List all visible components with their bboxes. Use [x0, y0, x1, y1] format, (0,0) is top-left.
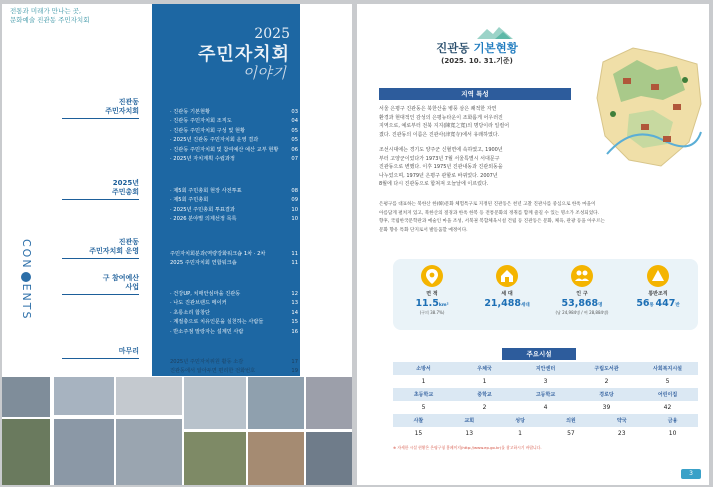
- stat-organization: [621, 265, 695, 310]
- table-row: [393, 375, 698, 388]
- intro-line: 전통과 미래가 만나는 곳,: [10, 7, 82, 15]
- title-highlight: 기본현황: [473, 41, 518, 55]
- stat-population: [545, 265, 619, 316]
- title-plain: 진관동: [436, 41, 474, 55]
- toc-item-page: 10: [291, 216, 298, 223]
- toc-item[interactable]: [170, 127, 298, 136]
- table-header-cell: 경로당: [576, 388, 637, 401]
- toc-item-label: · 나도 진관브랜드 메이커: [170, 300, 227, 307]
- triangle-icon: [647, 265, 669, 287]
- divider: [62, 358, 139, 359]
- stat-unit: 세대: [520, 303, 530, 308]
- divider: [62, 199, 139, 200]
- table-header-cell: 교회: [444, 414, 495, 427]
- toc-item-label: · 건강UP, 치매안심마을 진관동: [170, 291, 241, 297]
- toc-item[interactable]: [170, 136, 298, 145]
- text-line: 향후, 국립한국문학관과 예술인 마을 조성, 서북권 복합체육시설 건립 등 진관동은 문화, 체육, 관광 등을 아우르는: [379, 219, 605, 225]
- section-head-line: 진관동: [118, 238, 139, 246]
- text-line: 지역으로, 예로부터 전북 지지(陳寬之寬)의 명당이라 일컬어: [379, 123, 510, 130]
- map-pin-icon: [421, 265, 443, 287]
- toc-item-page: 11: [291, 260, 298, 267]
- section-head-line: 구 참여예산: [102, 274, 139, 282]
- toc-item-page: 08: [291, 188, 298, 194]
- photo: [248, 432, 304, 485]
- toc-item-page: 17: [291, 359, 298, 365]
- toc-item[interactable]: [170, 259, 298, 268]
- text-line: 은평구를 대표하는 북한산 한(韓)문화 체험특구로 지정된 진관동은 천년 고찰 진관사를 중심으로 한옥 마을이: [379, 202, 596, 207]
- text-line: 졌다. 진관동의 이름은 진관사(津寬寺)에서 유래하였다.: [379, 131, 500, 138]
- page-number: 3: [681, 469, 701, 479]
- toc-group: [170, 290, 298, 337]
- toc-item[interactable]: [170, 196, 298, 205]
- table-header-cell: 사회복지시설: [637, 362, 698, 375]
- toc-item-page: 05: [291, 127, 298, 134]
- photo: [184, 432, 246, 485]
- stat-households: [470, 265, 544, 310]
- panel-title: 주민자치회: [198, 44, 290, 65]
- toc-item-label: 주민자치회분과(역량강화워크숍 1차 · 2차: [170, 251, 266, 257]
- toc-item[interactable]: [170, 290, 298, 299]
- toc-item-label: 2025 주민자치회 연합워크숍: [170, 260, 237, 267]
- photo-collage: [2, 377, 352, 485]
- stat-number: 447: [655, 298, 676, 309]
- section-head-closing: [62, 347, 139, 356]
- table-header-row: [393, 414, 698, 427]
- text-line: 8월에 다시 진관동으로 합쳐져 오늘날에 이르렀다.: [379, 181, 489, 188]
- toc-item-page: 04: [291, 118, 298, 125]
- table-cell: 39: [602, 404, 611, 411]
- photo: [116, 377, 182, 415]
- toc-item-page: 19: [291, 368, 298, 375]
- toc-item-page: 12: [291, 291, 298, 297]
- toc-item[interactable]: [170, 117, 298, 126]
- stat-unit: km²: [438, 303, 449, 308]
- stat-note: (남 24,984명 / 여 28,884명): [555, 310, 609, 315]
- toc-item[interactable]: [170, 146, 298, 155]
- stat-label: 인 구: [576, 291, 588, 297]
- text-line: 부터 고양군이었다가 1973년 7월 서울특별시 서대문구: [379, 155, 500, 162]
- table-header-cell: 지안센터: [515, 362, 576, 375]
- intro-line: 문화예술 진관동 주민자치회: [10, 16, 90, 24]
- table-header-cell: 금융: [647, 414, 698, 427]
- toc-item-page: 10: [291, 206, 298, 213]
- toc-item-page: 13: [291, 300, 298, 307]
- table-cell: 2: [482, 404, 487, 411]
- photo: [248, 377, 304, 429]
- toc-item[interactable]: [170, 250, 298, 259]
- table-cell: 4: [543, 404, 548, 411]
- stat-unit: 통: [649, 303, 656, 308]
- section-head-autonomy: [62, 98, 139, 116]
- stat-number: 21,488: [484, 298, 521, 309]
- toc-item[interactable]: [170, 206, 298, 215]
- table-header-cell: 소방서: [393, 362, 454, 375]
- divider: [62, 118, 139, 119]
- table-cell: 10: [668, 430, 677, 437]
- stat-label: 통반조직: [648, 291, 668, 297]
- facilities-title: 주요시설: [502, 348, 576, 360]
- toc-group: [170, 358, 298, 377]
- table-cell: 3: [543, 378, 548, 385]
- stat-label: 면 적: [426, 291, 438, 297]
- section-head-budget: [62, 274, 139, 292]
- contents-dot-icon: [21, 272, 31, 282]
- toc-group: [170, 108, 298, 164]
- paragraph: [379, 201, 701, 235]
- toc-item-label: · 진관동 주민자치회 구성 및 현황: [170, 127, 246, 134]
- table-header-row: [393, 388, 698, 401]
- section-header-regional: 지역 특성: [379, 88, 571, 100]
- photo: [54, 377, 114, 415]
- table-header-cell: 초등학교: [393, 388, 454, 401]
- toc-item[interactable]: [170, 358, 298, 367]
- toc-item-label: · 2025년 자치계획 수립과정: [170, 156, 235, 163]
- stats-panel: [393, 259, 698, 330]
- table-header-row: [393, 362, 698, 375]
- section-head-operation: [62, 238, 139, 256]
- table-cell: 13: [465, 430, 474, 437]
- text-line: 문화 향유 특화 단지로서 발돋움할 예정이다.: [379, 227, 468, 233]
- toc-item-page: 07: [291, 156, 298, 163]
- toc-item-label: · 계절충으로 치유인문을 실천하는 사람들: [170, 319, 264, 326]
- toc-item[interactable]: [170, 108, 298, 117]
- toc-item[interactable]: [170, 187, 298, 196]
- stat-value: [621, 298, 695, 309]
- stat-area: [395, 265, 469, 316]
- section-head-line: 마무리: [118, 347, 139, 355]
- toc-item-label: · 반소주점 말랑자는 설계민 사람: [170, 328, 244, 335]
- photo: [54, 419, 114, 485]
- table-cell: 5: [421, 404, 426, 411]
- photo: [2, 419, 50, 485]
- contents-page: [2, 4, 352, 485]
- toc-item-page: 06: [291, 146, 298, 153]
- district-map-icon: [593, 44, 705, 172]
- toc-item-label: · 2025년 주민총회 투표결과: [170, 206, 235, 213]
- toc-item[interactable]: [170, 328, 298, 337]
- footnote: ※ 자세한 시설 현황은 은평구청 홈페이지(http://www.ep.go.kr)를 참고하시기 바랍니다.: [393, 445, 542, 450]
- table-cell: 2: [604, 378, 609, 385]
- toc-item-page: 15: [291, 319, 298, 326]
- table-cell: 1: [421, 378, 426, 385]
- toc-item[interactable]: [170, 318, 298, 327]
- table-header-cell: 성당: [495, 414, 546, 427]
- table-cell: 1: [482, 378, 487, 385]
- section-head-line: 사업: [125, 283, 139, 291]
- table-row: [393, 427, 698, 440]
- table-cell: 42: [663, 404, 672, 411]
- toc-item[interactable]: [170, 367, 298, 376]
- toc-item-label: · 2025년 진관동 주민자치회 운영 결과: [170, 137, 259, 144]
- toc-group: [170, 250, 298, 269]
- divider: [62, 294, 139, 295]
- toc-item-label: · 진관동 주민자치회 및 참여예산 예산 교부 현황: [170, 146, 279, 153]
- contents-vertical-label: [20, 239, 33, 320]
- toc-item-label: · 제5회 주민총회 현장 사전투표: [170, 188, 242, 194]
- toc-item-page: 03: [291, 109, 298, 115]
- facilities-table: [393, 362, 698, 440]
- toc-item[interactable]: [170, 299, 298, 308]
- table-cell: 57: [567, 430, 575, 437]
- stat-unit: 반: [675, 303, 680, 308]
- toc-item[interactable]: [170, 215, 298, 224]
- toc-item-label: 2025년 주민자치위원 활동 소감: [170, 359, 244, 365]
- toc-group: [170, 187, 298, 225]
- toc-item[interactable]: [170, 309, 298, 318]
- text-line: 서울 은평구 진관동은 북한산을 병풍 삼은 쾌적한 자연: [379, 106, 497, 112]
- table-header-cell: 사찰: [393, 414, 444, 427]
- stat-value: [470, 298, 544, 309]
- panel-year: 2025: [254, 26, 290, 42]
- section-head-line: 주민자치회 운영: [89, 247, 139, 255]
- toc-item-page: 14: [291, 309, 298, 316]
- photo: [184, 377, 246, 429]
- section-head-line: 진관동: [118, 98, 139, 106]
- text-line: 환경과 현대적인 감성의 은평뉴타운이 조화롭게 어우러진: [379, 114, 503, 121]
- photo: [2, 377, 50, 417]
- paragraph: [379, 105, 579, 139]
- stat-unit: 명: [598, 303, 603, 308]
- toc-item-label: · 진관동 주민자치회 조직도: [170, 118, 232, 125]
- toc-item-label: · 2026 분야별 의제선정 목록: [170, 216, 237, 223]
- table-cell: 1: [518, 430, 522, 437]
- table-header-cell: 고등학교: [515, 388, 576, 401]
- section-head-line: 주민총회: [111, 188, 139, 196]
- text-line: 아름답게 펼쳐져 있고, 북한산의 절경과 한옥 한복 등 전통문화의 정취를 함께 즐길 수 있는 명소가 조성되었다.: [379, 210, 600, 216]
- text-line: 조선시대에는 경기도 양주군 신혈면에 속하였고, 1900년: [379, 147, 503, 153]
- overview-page: [357, 4, 709, 485]
- toc-item-page: 05: [291, 137, 298, 144]
- stat-number: 11.5: [415, 298, 439, 309]
- toc-item-label: · 진관동 기본현황: [170, 109, 211, 115]
- contents-word-part: ENTS: [20, 283, 33, 321]
- house-icon: [496, 265, 518, 287]
- table-cell: 5: [665, 378, 670, 385]
- toc-item[interactable]: [170, 155, 298, 164]
- people-icon: [571, 265, 593, 287]
- toc-item-label: · 제5회 주민총회: [170, 197, 209, 204]
- section-head-line: 주민자치회: [105, 107, 139, 115]
- toc-item-page: 09: [291, 197, 298, 204]
- page-title: [357, 40, 597, 56]
- stat-value: [545, 298, 619, 309]
- table-header-cell: 의원: [545, 414, 596, 427]
- intro-text: [10, 7, 140, 25]
- table-cell: 15: [414, 430, 423, 437]
- photo: [116, 419, 182, 485]
- stat-value: [395, 298, 469, 309]
- panel-subtitle: 이야기: [242, 64, 286, 82]
- table-header-cell: 우체국: [454, 362, 515, 375]
- stat-number: 56: [636, 298, 650, 309]
- table-header-cell: 어린이집: [637, 388, 698, 401]
- table-header-cell: 중학교: [454, 388, 515, 401]
- table-cell: 23: [617, 430, 626, 437]
- contents-word-part: CON: [20, 239, 33, 270]
- table-row: [393, 401, 698, 414]
- text-line: 진관동으로 변했다. 이후 1975년 진관내동과 진관외동을: [379, 164, 503, 171]
- photo: [306, 432, 352, 485]
- reference-date: (2025. 10. 31.기준): [441, 57, 513, 65]
- divider: [62, 258, 139, 259]
- section-head-line: 2025년: [112, 179, 139, 187]
- text-line: 나누었으며, 1979년 은평구 관할로 바뀌었다. 2007년: [379, 172, 498, 179]
- toc-item-page: 11: [291, 251, 298, 257]
- section-head-assembly: [62, 179, 139, 197]
- hills-icon: [475, 24, 515, 40]
- table-header-cell: 약국: [596, 414, 647, 427]
- stat-label: 세 대: [501, 291, 513, 297]
- paragraph: [379, 146, 579, 189]
- toc-item-label: 진관동에서 알아두면 편리한 전화번호: [170, 368, 256, 375]
- table-header-cell: 구립도서관: [576, 362, 637, 375]
- toc-item-label: · 초롱소리 합창단: [170, 309, 211, 316]
- stat-number: 53,868: [561, 298, 599, 309]
- stat-note: (구의 38.7%): [419, 310, 445, 315]
- toc-item-page: 16: [291, 328, 298, 335]
- photo: [306, 377, 352, 429]
